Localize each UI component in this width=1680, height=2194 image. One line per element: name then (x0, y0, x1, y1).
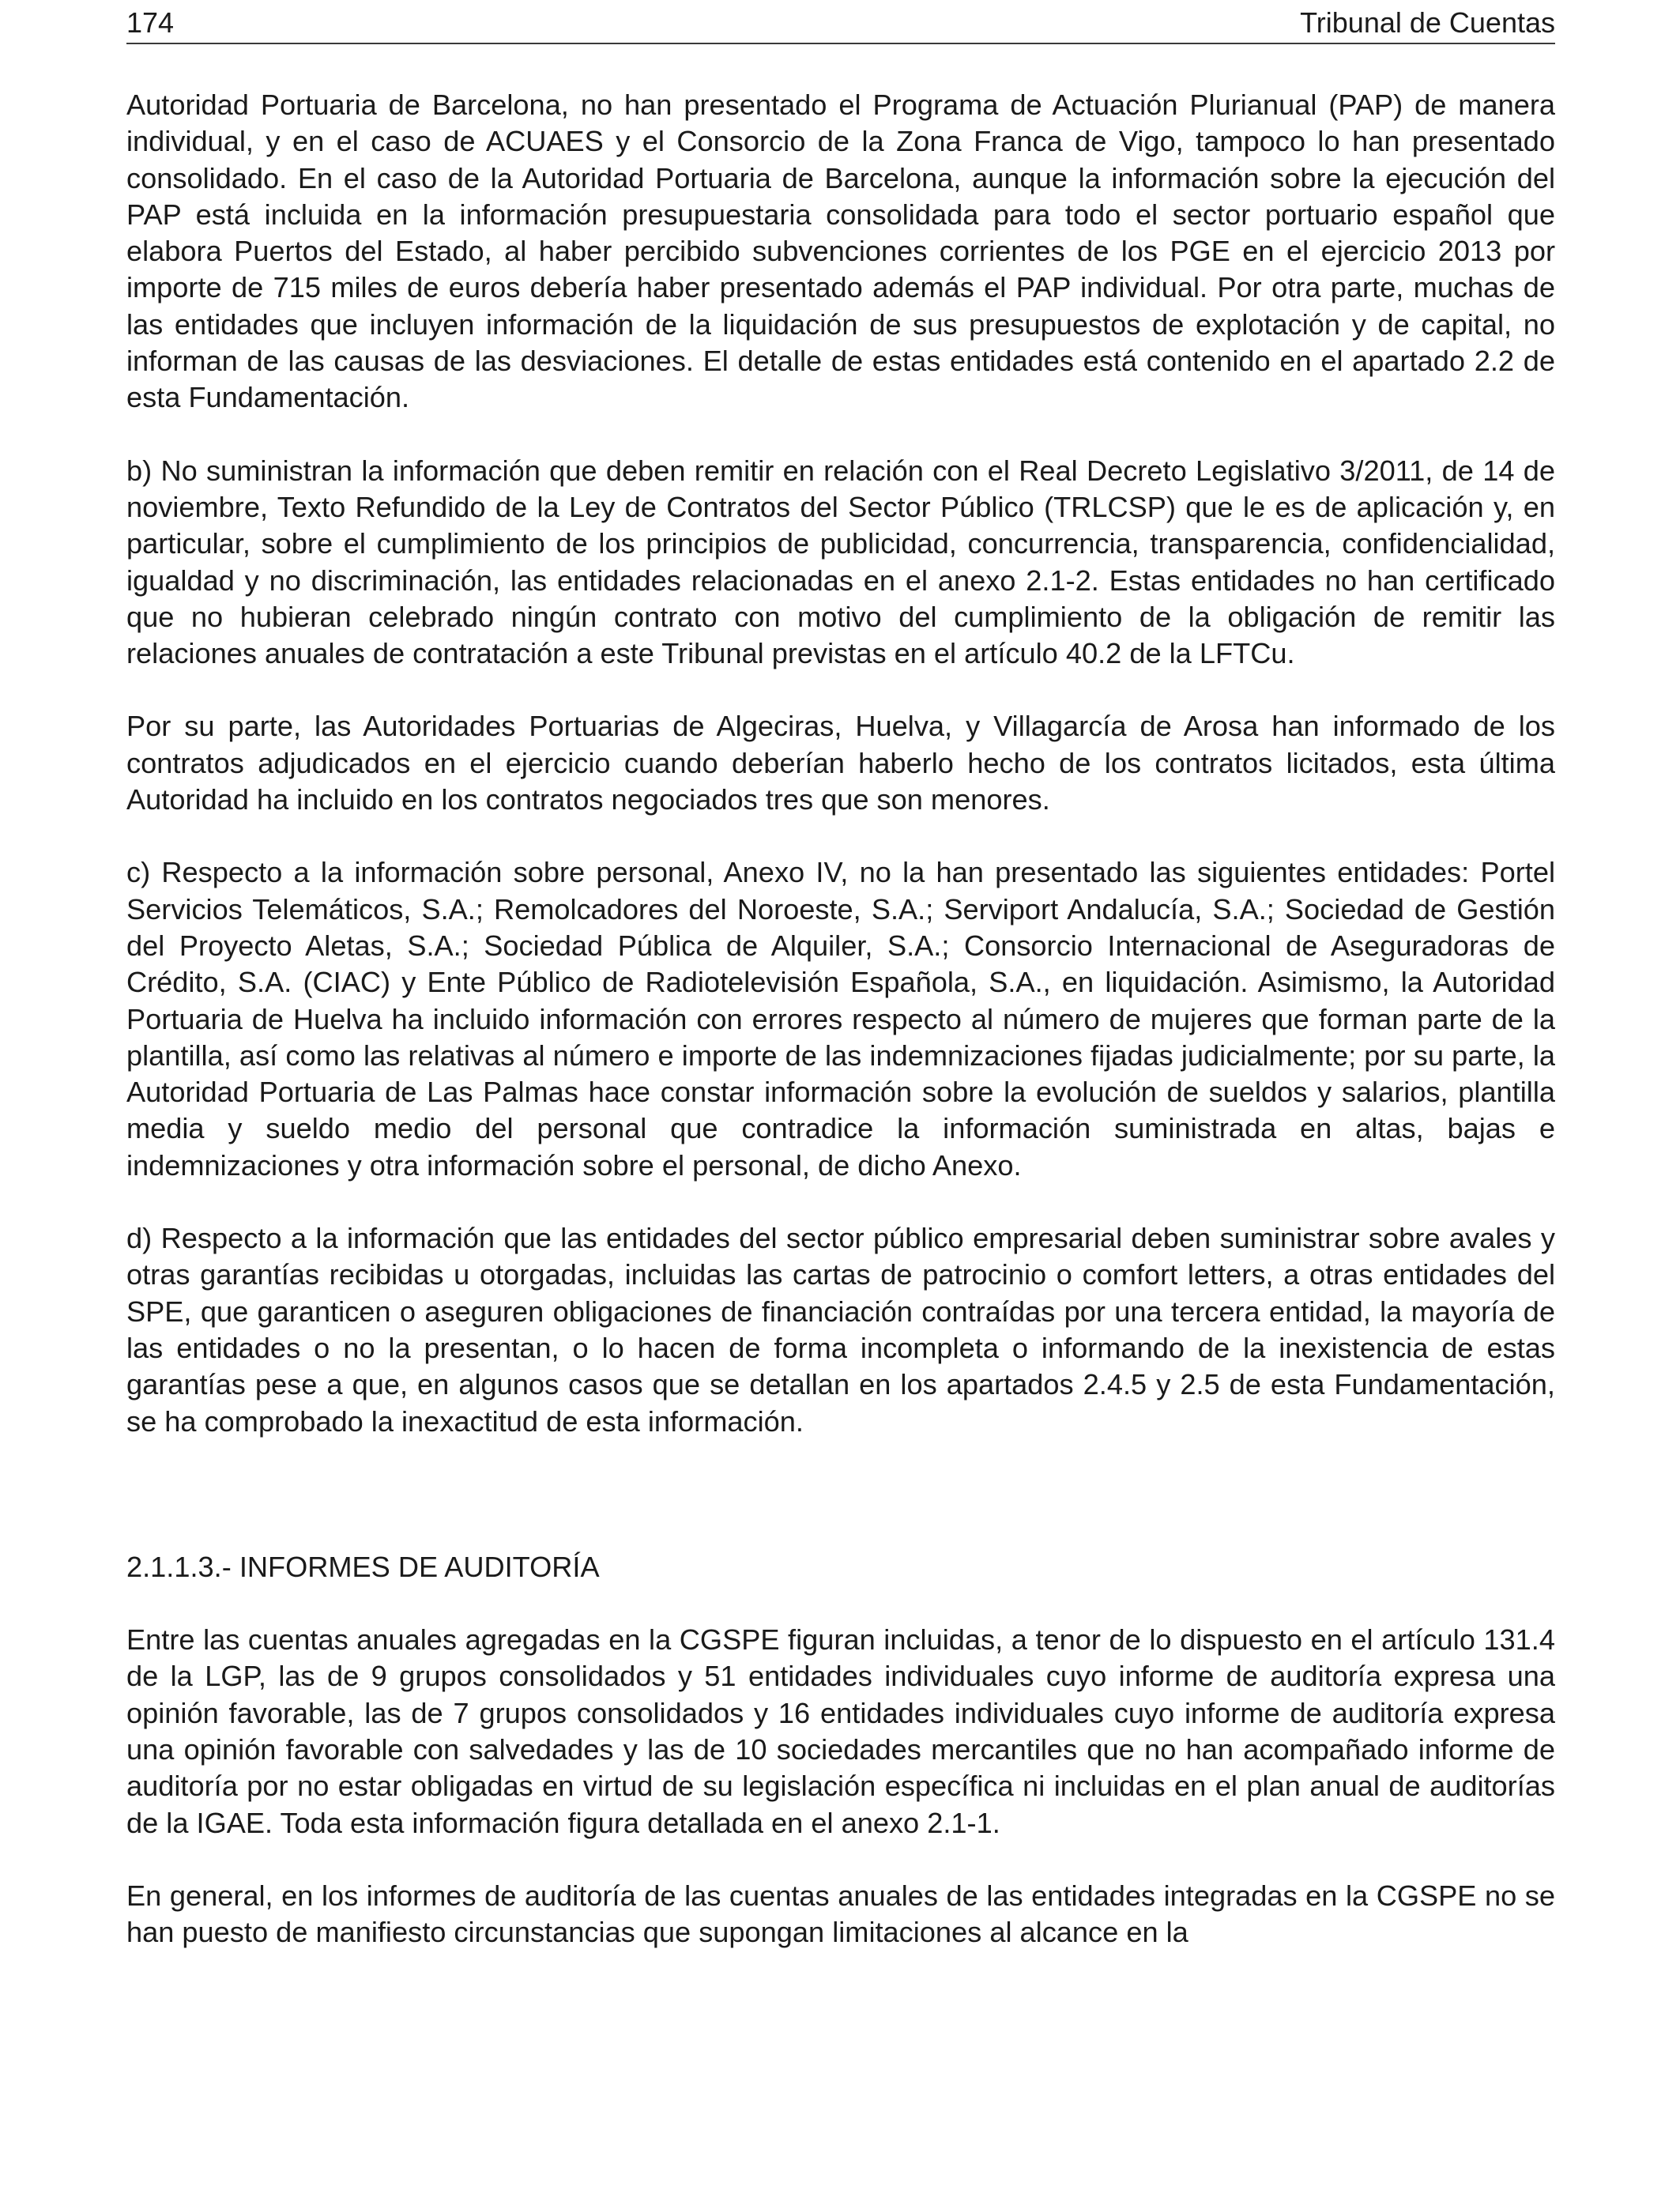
paragraph-spacer (126, 417, 1555, 453)
section-spacer (126, 1440, 1555, 1549)
header-title: Tribunal de Cuentas (1300, 6, 1555, 39)
paragraph-contracts-b: b) No suministran la información que deben remitir en relación con el Real Decreto Legislativo 3/2011, de 14 de noviembre, Texto Refundido de la Ley de Contratos del Sector Público (TRLCSP) que le es de aplicación y, en particular, sobre el cumplimiento de los principios de publicidad, concurrencia, transparencia, confidencialidad, igualdad y no discriminación, las entidades relacionadas en el anexo 2.1-2. Estas entidades no han certificado que no hubieran celebrado ningún contrato con motivo del cumplimiento de la obligación de remitir las relaciones anuales de contratación a este Tribunal previstas en el artículo 40.2 de la LFTCu. (126, 454, 1555, 670)
paragraph-personnel-c: c) Respecto a la información sobre personal, Anexo IV, no la han presentado las siguientes entidades: Portel Servicios Telemáticos, S.A.; Remolcadores del Noroeste, S.A.; Serviport Andalucía, S.A.; Sociedad de Gestión del Proyecto Aletas, S.A.; Sociedad Pública de Alquiler, S.A.; Consorcio Internacional de Aseguradoras de Crédito, S.A. (CIAC) y Ente Público de Radiotelevisión Española, S.A., en liquidación. Asimismo, la Autoridad Portuaria de Huelva ha incluido información con errores respecto al número de mujeres que forman parte de la plantilla, así como las relativas al número e importe de las indemnizaciones fijadas judicialmente; por su parte, la Autoridad Portuaria de Las Palmas hace constar información sobre la evolución de sueldos y salarios, plantilla media y sueldo medio del personal que contradice la información suministrada en altas, bajas e indemnizaciones y otra información sobre el personal, de dicho Anexo. (126, 856, 1555, 1182)
paragraph-spacer (126, 672, 1555, 708)
paragraph-spacer (126, 1585, 1555, 1622)
paragraph-guarantees-d: d) Respecto a la información que las entidades del sector público empresarial deben suministrar sobre avales y otras garantías recibidas u otorgadas, incluidas las cartas de patrocinio o comfort letters, a otras entidades del SPE, que garanticen o aseguren obligaciones de financiación contraídas por una tercera entidad, la mayoría de las entidades o no la presentan, o lo hacen de forma incompleta o informando de la inexistencia de estas garantías pese a que, en algunos casos que se detallan en los apartados 2.4.5 y 2.5 de esta Fundamentación, se ha comprobado la inexactitud de esta información. (126, 1222, 1555, 1438)
document-body (126, 87, 1555, 1951)
paragraph-pap: Autoridad Portuaria de Barcelona, no han presentado el Programa de Actuación Plurianual (PAP) de manera individual, y en el caso de ACUAES y el Consorcio de la Zona Franca de Vigo, tampoco lo han presentado consolidado. En el caso de la Autoridad Portuaria de Barcelona, aunque la información sobre la ejecución del PAP está incluida en la información presupuestaria consolidada para todo el sector portuario español que elabora Puertos del Estado, al haber percibido subvenciones corrientes de los PGE en el ejercicio 2013 por importe de 715 miles de euros debería haber presentado además el PAP individual. Por otra parte, muchas de las entidades que incluyen información de la liquidación de sus presupuestos de explotación y de capital, no informan de las causas de las desviaciones. El detalle de estas entidades está contenido en el apartado 2.2 de esta Fundamentación. (126, 89, 1555, 414)
paragraph-spacer (126, 1184, 1555, 1220)
paragraph-audit-summary: Entre las cuentas anuales agregadas en la CGSPE figuran incluidas, a tenor de lo dispuesto en el artículo 131.4 de la LGP, las de 9 grupos consolidados y 51 entidades individuales cuyo informe de auditoría expresa una opinión favorable, las de 7 grupos consolidados y 16 entidades individuales cuyo informe de auditoría expresa una opinión favorable con salvedades y las de 10 sociedades mercantiles que no han acompañado informe de auditoría por no estar obligadas en virtud de su legislación específica ni incluidas en el plan anual de auditorías de la IGAE. Toda esta información figura detallada en el anexo 2.1-1. (126, 1623, 1555, 1839)
section-heading: 2.1.1.3.- INFORMES DE AUDITORÍA (126, 1550, 600, 1583)
page-header (126, 3, 1555, 44)
page-number: 174 (126, 6, 175, 39)
paragraph-audit-general: En general, en los informes de auditoría de las cuentas anuales de las entidades integradas en la CGSPE no se han puesto de manifiesto circunstancias que supongan limitaciones al alcance en la (126, 1879, 1555, 1949)
paragraph-spacer (126, 1842, 1555, 1878)
paragraph-port-authorities: Por su parte, las Autoridades Portuarias de Algeciras, Huelva, y Villagarcía de Arosa han informado de los contratos adjudicados en el ejercicio cuando deberían haberlo hecho de los contratos licitados, esta última Autoridad ha incluido en los contratos negociados tres que son menores. (126, 710, 1555, 816)
paragraph-spacer (126, 818, 1555, 854)
